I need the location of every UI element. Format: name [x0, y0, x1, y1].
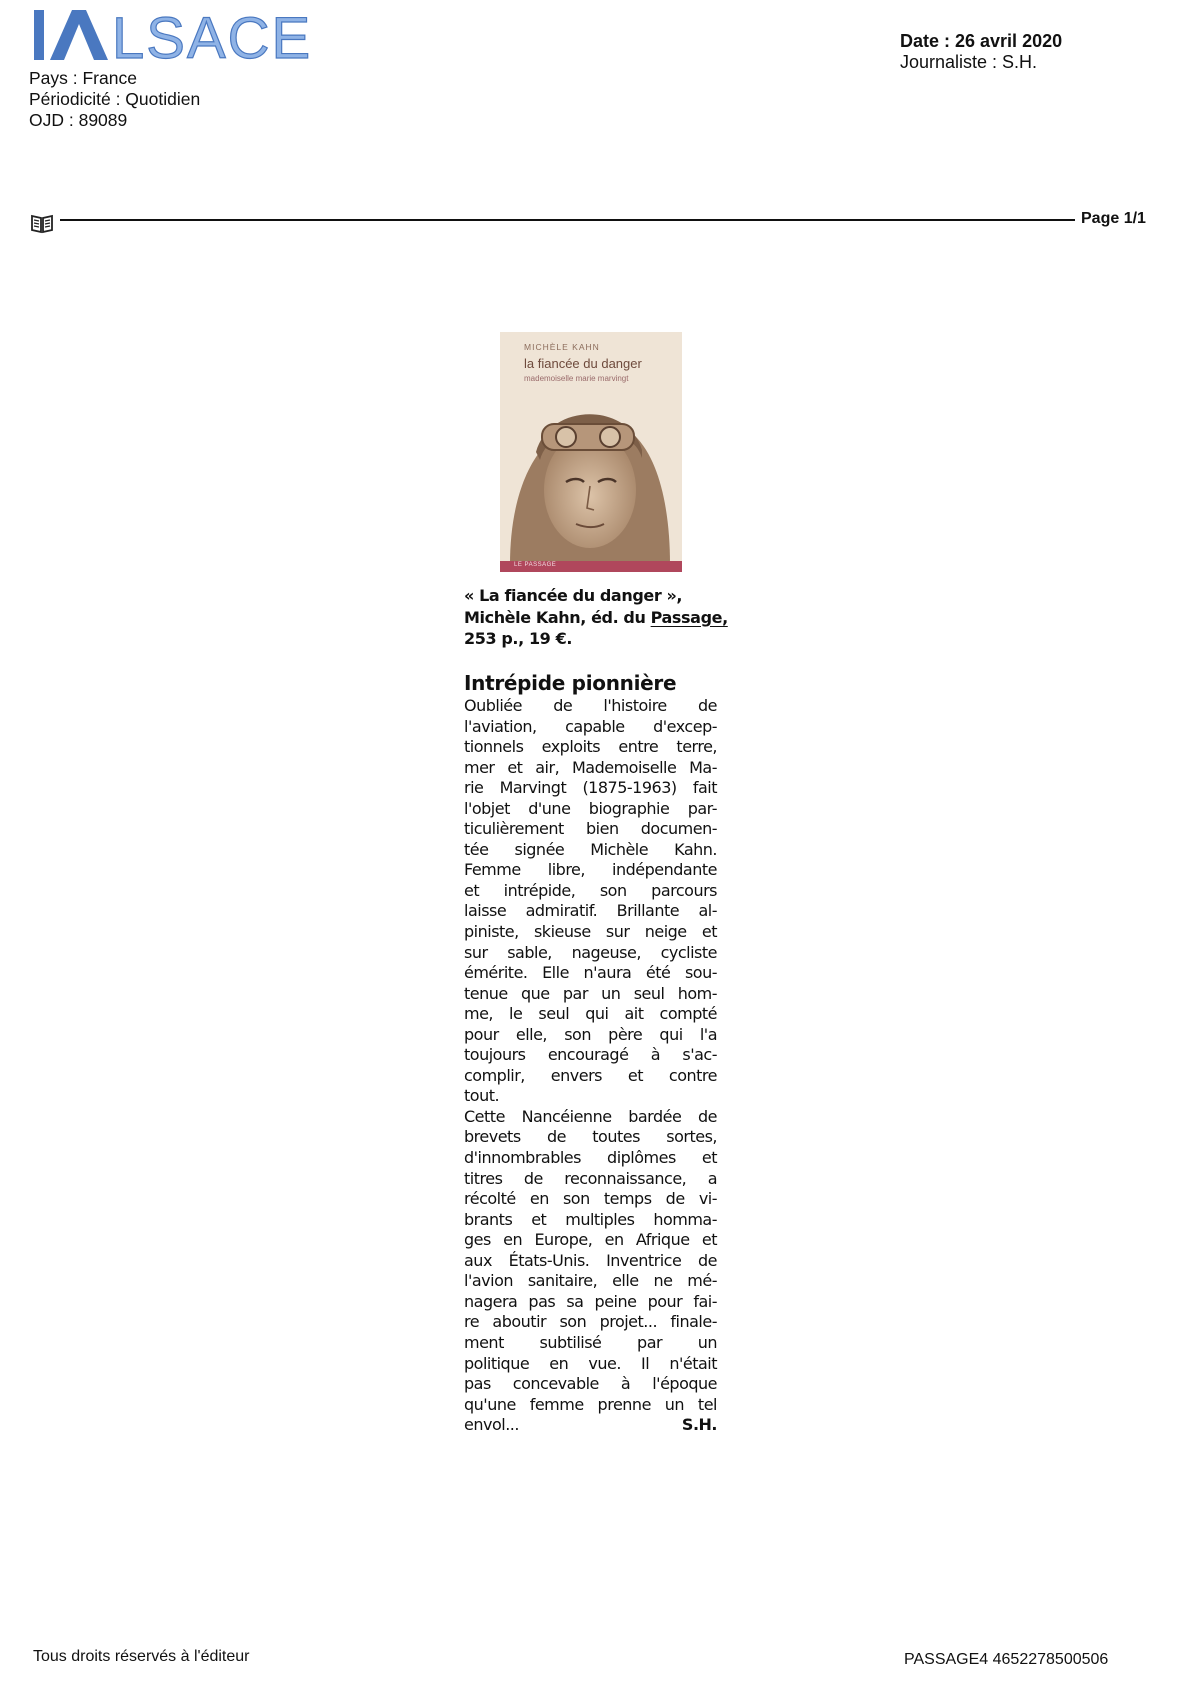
- caption-details: 253 p., 19 €.: [464, 629, 572, 648]
- article-line: brants et multiples homma-: [464, 1209, 717, 1229]
- article-line: me, le seul qui ait compté: [464, 1004, 717, 1024]
- caption-author-line: [464, 607, 729, 629]
- lalsace-logo: [30, 6, 320, 66]
- book-cover: [500, 332, 682, 572]
- book-icon: [30, 211, 54, 235]
- article-line: politique en vue. Il n'était: [464, 1353, 717, 1373]
- periodicity: Périodicité : Quotidien: [29, 89, 201, 109]
- article-line: sur sable, nageuse, cycliste: [464, 942, 717, 962]
- article-line: l'aviation, capable d'excep-: [464, 716, 717, 736]
- article-line: qu'une femme prenne un tel: [464, 1394, 717, 1414]
- article-line: piniste, skieuse sur neige et: [464, 922, 717, 942]
- article-line: laisse admiratif. Brillante al-: [464, 901, 717, 921]
- cover-title: la fiancée du danger: [524, 356, 642, 371]
- article-line: rie Marvingt (1875-1963) fait: [464, 778, 717, 798]
- article-line: aux États-Unis. Inventrice de: [464, 1250, 717, 1270]
- ojd: OJD : 89089: [29, 110, 128, 130]
- article-line: tout.: [464, 1086, 500, 1106]
- caption-title: « La fiancée du danger »,: [464, 586, 683, 605]
- article-line: d'innombrables diplômes et: [464, 1148, 717, 1168]
- portrait-image: [500, 390, 682, 564]
- article-line: toujours encouragé à s'ac-: [464, 1045, 717, 1065]
- article-line: nagera pas sa peine pour fai-: [464, 1291, 717, 1311]
- article-line: Oubliée de l'histoire de: [464, 696, 717, 715]
- country: Pays : France: [29, 68, 137, 88]
- article-closing-text: envol...: [464, 1415, 519, 1435]
- article-signature: S.H.: [681, 1415, 717, 1435]
- article-line: tée signée Michèle Kahn.: [464, 839, 717, 859]
- article-line: et intrépide, son parcours: [464, 880, 717, 900]
- footer-reference: PASSAGE4 4652278500506: [904, 1651, 1109, 1668]
- article-line: récolté en son temps de vi-: [464, 1189, 717, 1209]
- article-line: pas concevable à l'époque: [464, 1374, 717, 1394]
- article-line: ticulièrement bien documen-: [464, 819, 717, 839]
- article-last-line: [464, 1415, 717, 1436]
- journalist: Journaliste : S.H.: [900, 52, 1038, 72]
- book-caption: [464, 585, 729, 650]
- article-line: tionnels exploits entre terre,: [464, 737, 717, 757]
- article-line: Femme libre, indépendante: [464, 860, 717, 880]
- article-line: titres de reconnaissance, a: [464, 1168, 717, 1188]
- article-line: l'avion sanitaire, elle ne mé-: [464, 1271, 717, 1291]
- article-line: tenue que par un seul hom-: [464, 983, 717, 1003]
- article-line: brevets de toutes sortes,: [464, 1127, 717, 1147]
- article-line: complir, envers et contre: [464, 1065, 717, 1085]
- cover-publisher: LE PASSAGE: [514, 562, 557, 568]
- header-divider: [60, 219, 1075, 221]
- article-body: [464, 696, 717, 1436]
- article-headline: Intrépide pionnière: [464, 671, 677, 695]
- article-line: re aboutir son projet... finale-: [464, 1312, 717, 1332]
- article-line: Cette Nancéienne bardée de: [464, 1106, 717, 1126]
- publication-meta: [29, 68, 200, 131]
- caption-author: Michèle Kahn, éd. du: [464, 607, 651, 627]
- article-meta: [900, 31, 1062, 73]
- cover-subtitle: mademoiselle marie marvingt: [524, 374, 629, 383]
- svg-text:LSACE: LSACE: [112, 6, 313, 66]
- article-line: pour elle, son père qui l'a: [464, 1024, 717, 1044]
- caption-publisher: Passage,: [650, 607, 728, 627]
- cover-author: MICHÈLE KAHN: [524, 342, 600, 352]
- page-number: Page 1/1: [1081, 210, 1146, 227]
- article-line: l'objet d'une biographie par-: [464, 798, 717, 818]
- article-line: mer et air, Mademoiselle Ma-: [464, 757, 717, 777]
- footer-rights: Tous droits réservés à l'éditeur: [33, 1648, 250, 1665]
- article-date: Date : 26 avril 2020: [900, 31, 1063, 51]
- article-line: ment subtilisé par un: [464, 1332, 717, 1352]
- article-line: ges en Europe, en Afrique et: [464, 1230, 717, 1250]
- article-line: émérite. Elle n'aura été sou-: [464, 963, 717, 983]
